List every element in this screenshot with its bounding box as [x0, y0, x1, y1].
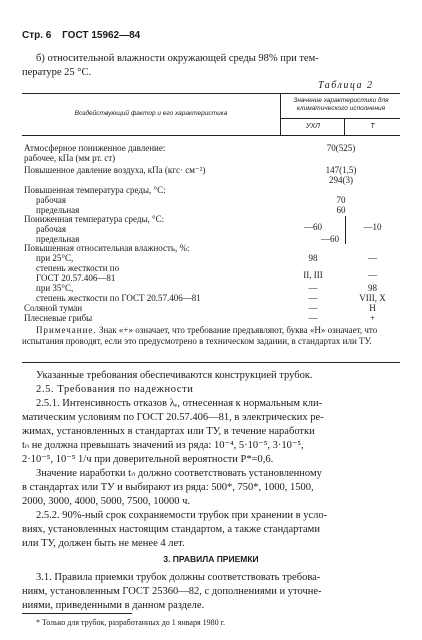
value-degree-uhl: II, III [303, 270, 323, 280]
table-note [22, 325, 400, 347]
body-line: Значение наработки tₙ должно соответствовать установленному [36, 468, 322, 479]
section-3-line: ниями, приведенными в данном разделе. [22, 600, 205, 611]
value-cold-work-uhl: —60 [304, 222, 322, 232]
row-label: при 25°С, [36, 253, 74, 263]
value-cold-limit: —60 [321, 234, 339, 244]
table-title: Таблица 2 [318, 80, 374, 91]
section-3-line: 3.1. Правила приемки трубок должны соответствовать требова- [36, 572, 321, 583]
section-3-line: ниям, установленным ГОСТ 25360—82, с дополнениями и уточне- [22, 586, 322, 597]
row-label: Плесневые грибы [24, 313, 93, 323]
table-header-bottom-rule [22, 135, 400, 136]
page-number: Стр. 6 [22, 30, 52, 41]
note-label: Примечание. [36, 325, 97, 335]
row-label: степень жесткости по [36, 263, 120, 273]
body-line: tₙ не должна превышать значений из ряда: 10⁻⁴, 5·10⁻⁵, 3·10⁻⁵, [22, 440, 304, 451]
value-degree-t: — [368, 270, 377, 280]
row-label: Повышенное давление воздуха, кПа (кгс· см⁻²) [24, 165, 206, 175]
body-line: 2.5. Требования по надежности [36, 384, 194, 395]
table-col-divider [280, 93, 281, 135]
row-label: Соляной туман [24, 303, 83, 313]
cold-merge-bracket [345, 216, 346, 244]
value-cold-work-t: —10 [363, 222, 382, 232]
body-line: или ТУ, должен быть не менее 4 лет. [22, 538, 185, 549]
value-temp-work: 70 [336, 195, 346, 205]
row-label: предельная [36, 234, 80, 244]
footnote-rule [22, 613, 132, 614]
section-3-title: 3. ПРАВИЛА ПРИЕМКИ [163, 554, 259, 564]
row-label: Повышенная температура среды, °С: [24, 185, 166, 195]
body-line: жимах, установленных в стандартах или ТУ, в течение наработки [22, 426, 315, 437]
row-label: рабочее, кПа (мм рт. ст) [24, 153, 116, 163]
value-hum35-t: 98 [368, 283, 377, 293]
table-top-rule [22, 93, 400, 94]
col1-header: Воздействующий фактор и его характеристика [74, 110, 228, 117]
value-salt-t: Н [369, 303, 376, 313]
standard-code: ГОСТ 15962—84 [62, 30, 141, 41]
note-text: Знак «+» означает, что требование предъявляют, буква «Н» означает, что испытания проводят, если это предусмотрено в техническом задании, в стандартах или ТУ. [22, 325, 378, 346]
value-degree35-t: VIII, X [359, 293, 386, 303]
value-pressure-high-1: 147(1,5) [325, 165, 357, 175]
value-fungi-t: + [369, 313, 376, 323]
row-label: степень жесткости по ГОСТ 20.57.406—81 [36, 293, 201, 303]
body-line: 2.5.2. 90%-ный срок сохраняемости трубок при хранении в усло- [36, 510, 328, 521]
footnote: * Только для трубок, разработанных до 1 января 1980 г. [36, 618, 226, 627]
page-header [22, 30, 140, 41]
value-hum25-t: — [368, 253, 377, 263]
value-pressure-high-2: 294(3) [329, 175, 353, 185]
body-line: 2·10⁻⁵, 10⁻⁵ 1/ч при доверительной вероятности P*=0,6. [22, 454, 274, 465]
intro-line-2: пературе 25 °С. [22, 67, 92, 78]
value-fungi-uhl: — [308, 313, 318, 323]
sub-header-uhl: УХЛ [306, 123, 320, 130]
body-line: 2.5.1. Интенсивность отказов λₑ, отнесенная к нормальным кли- [36, 398, 323, 409]
body-line: виях, установленных настоящим стандартом, а также стандартами [22, 524, 320, 535]
row-label: Пониженная температура среды, °С: [24, 214, 165, 224]
row-label: рабочая [36, 224, 67, 234]
row-label: Атмосферное пониженное давление: [24, 143, 166, 153]
value-degree35-uhl: — [308, 293, 318, 303]
body-line: матическим условиям по ГОСТ 20.57.406—81, в электрических ре- [22, 412, 324, 423]
body-line: в стандартах или ТУ и выбирают из ряда: 500*, 750*, 1000, 1500, [22, 482, 314, 493]
row-label: предельная [36, 205, 80, 215]
col2-header: Значение характеристики для климатического исполнения [293, 97, 389, 112]
body-line: 2000, 3000, 4000, 5000, 7500, 10000 ч. [22, 496, 191, 507]
row-label: рабочая [36, 195, 67, 205]
value-pressure-low: 70(525) [326, 143, 356, 153]
body-line: Указанные требования обеспечиваются конструкцией трубок. [36, 370, 313, 381]
table-bottom-rule [22, 362, 400, 363]
row-label: Повышенная относительная влажность, %: [24, 243, 190, 253]
intro-line-1: б) относительной влажности окружающей среды 98% при тем- [36, 53, 319, 64]
value-hum25-uhl: 98 [308, 253, 318, 263]
table-subheader-rule [280, 118, 400, 119]
row-label: ГОСТ 20.57.406—81 [36, 273, 116, 283]
value-salt-uhl: — [308, 303, 318, 313]
sub-header-t: Т [370, 123, 375, 130]
value-hum35-uhl: — [308, 283, 318, 293]
row-label: при 35°С, [36, 283, 74, 293]
value-temp-limit: 60 [336, 205, 346, 215]
